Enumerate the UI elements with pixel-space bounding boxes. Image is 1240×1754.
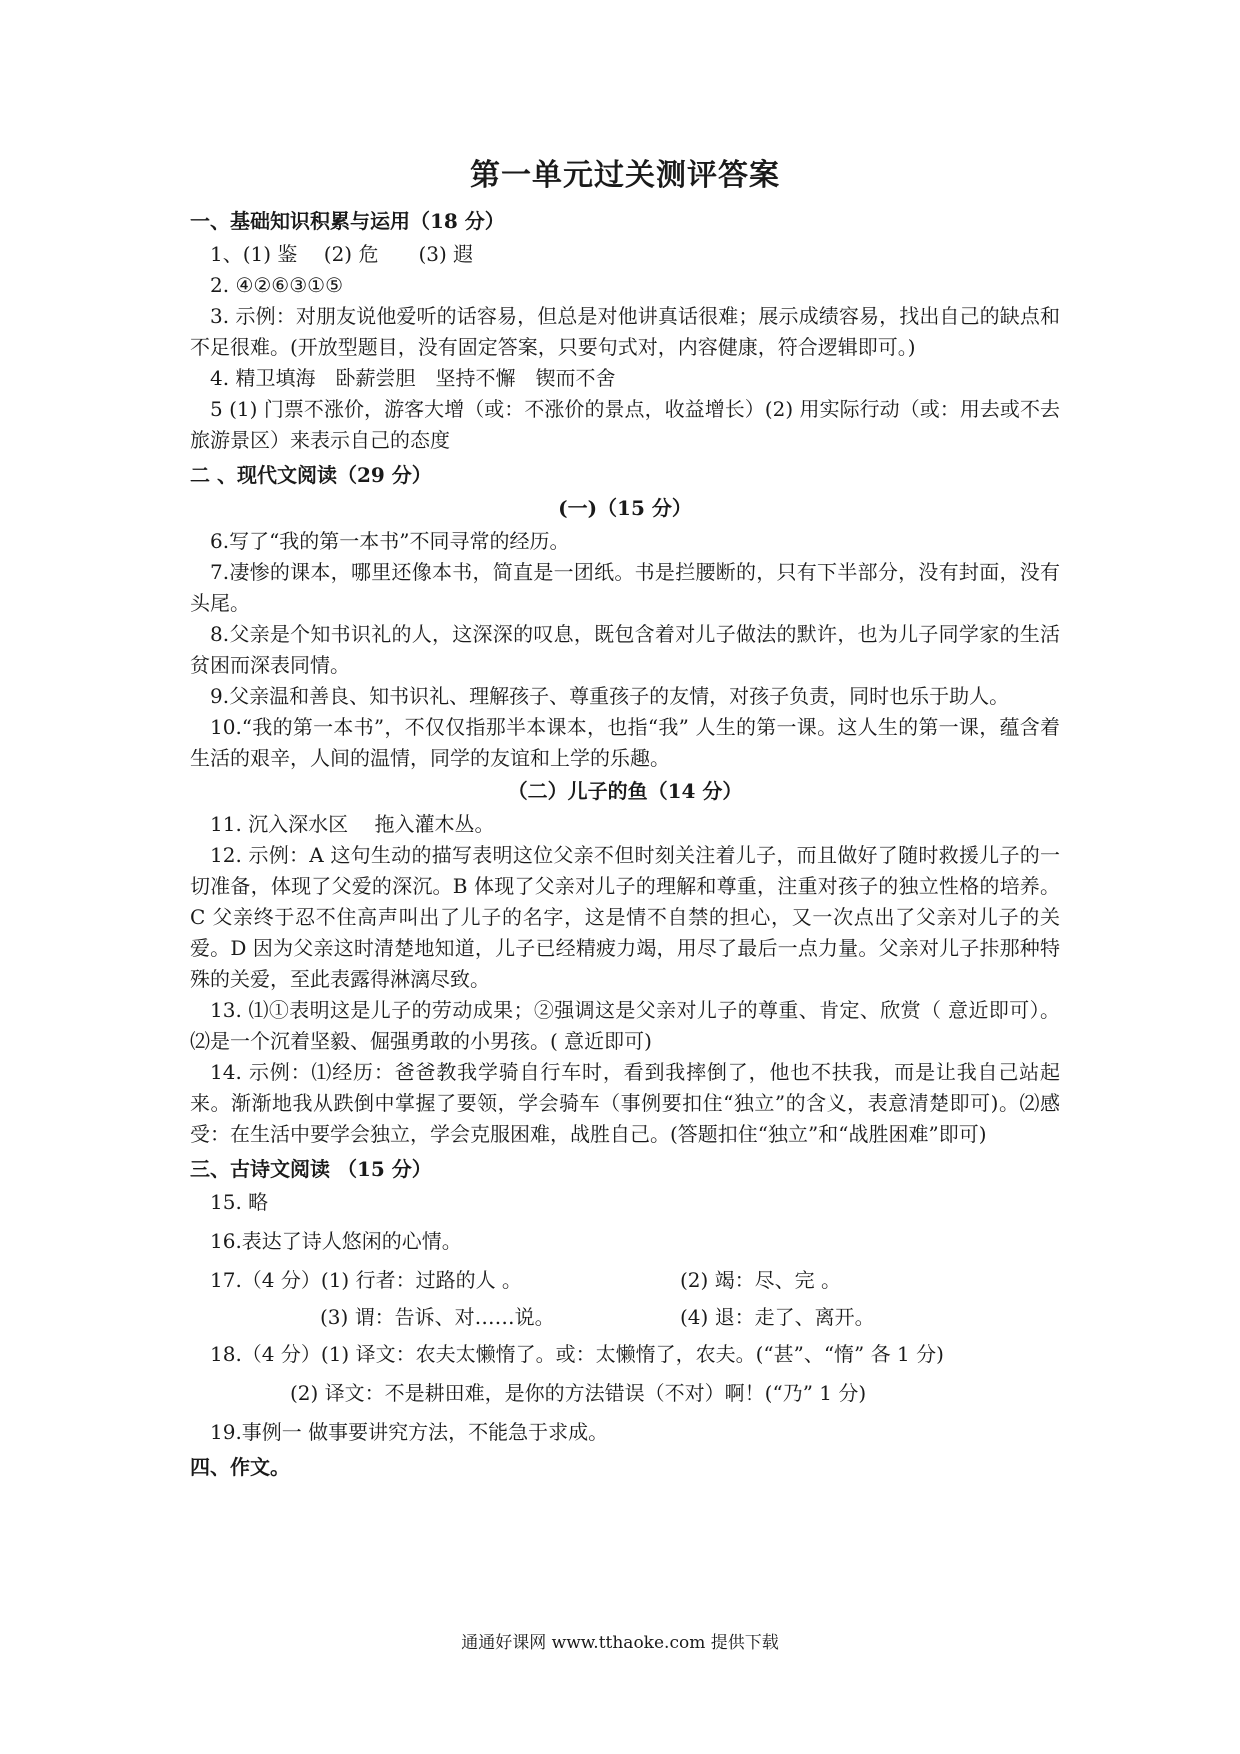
section-1-heading: 一、基础知识积累与运用（18 分） [190, 209, 505, 233]
answer-12: 12. 示例：A 这句生动的描写表明这位父亲不但时刻关注着儿子，而且做好了随时救援儿子的一切准备，体现了父爱的深沉。B 体现了父亲对儿子的理解和尊重，注重对孩子的独立性格的培养。C 父亲终于忍不住高声叫出了儿子的名字，这是情不自禁的担心，又一次点出了父亲对儿子的关爱。D 因为父亲这时清楚地知道，儿子已经精疲力竭，用尽了最后一点力量。父亲对儿子拤那种特殊的关爱，至此表露得淋漓尽致。 [190, 843, 1060, 991]
answer-15: 15. 略 [210, 1190, 269, 1214]
answer-17-row-1 [190, 1265, 1060, 1296]
answer-17-2: (2) 竭：尽、完 。 [680, 1268, 842, 1292]
answer-4: 4. 精卫填海 卧薪尝胆 坚持不懈 锲而不舍 [210, 366, 616, 390]
answer-17-1: 17.（4 分）(1) 行者：过路的人 。 [210, 1268, 522, 1292]
answer-6: 6.写了“我的第一本书”不同寻常的经历。 [210, 529, 570, 553]
answer-13: 13. ⑴①表明这是儿子的劳动成果；②强调这是父亲对儿子的尊重、肯定、欣赏（ 意近即可）。⑵是一个沉着坚毅、倔强勇敢的小男孩。( 意近即可) [190, 998, 1060, 1053]
answer-14: 14. 示例：⑴经历：爸爸教我学骑自行车时，看到我摔倒了，他也不扶我，而是让我自己站起来。渐渐地我从跌倒中掌握了要领，学会骑车（事例要扣住“独立”的含义，表意清楚即可)。⑵感受：在生活中要学会独立，学会克服困难，战胜自己。(答题扣住“独立”和“战胜困难”即可) [190, 1060, 1060, 1146]
answer-2: 2. ④②⑥③①⑤ [210, 273, 344, 297]
answer-11: 11. 沉入深水区 拖入灌木丛。 [210, 812, 495, 836]
section-2-part-2-heading: （二）儿子的鱼（14 分） [507, 779, 743, 803]
answer-17-row-2 [190, 1302, 1060, 1333]
section-2-heading: 二 、现代文阅读（29 分） [190, 463, 432, 487]
answer-10: 10.“我的第一本书”，不仅仅指那半本课本，也指“我” 人生的第一课。这人生的第一课，蕴含着生活的艰辛，人间的温情，同学的友谊和上学的乐趣。 [190, 715, 1060, 770]
answer-18-2: (2) 译文：不是耕田难，是你的方法错误（不对）啊！(“乃” 1 分) [290, 1381, 867, 1405]
answer-3: 3. 示例：对朋友说他爱听的话容易，但总是对他讲真话很难；展示成绩容易，找出自己的缺点和不足很难。(开放型题目，没有固定答案，只要句式对，内容健康，符合逻辑即可。) [190, 304, 1060, 359]
answer-8: 8.父亲是个知书识礼的人，这深深的叹息，既包含着对儿子做法的默许，也为儿子同学家的生活贫困而深表同情。 [190, 622, 1060, 677]
section-2-part-1-heading: (一)（15 分） [558, 496, 692, 520]
page-title: 第一单元过关测评答案 [470, 158, 780, 193]
answer-19: 19.事例一 做事要讲究方法，不能急于求成。 [210, 1420, 609, 1444]
answer-17-3: (3) 谓：告诉、对……说。 [320, 1305, 555, 1329]
section-3-heading: 三、古诗文阅读 （15 分） [190, 1157, 432, 1181]
answer-16: 16.表达了诗人悠闲的心情。 [210, 1229, 462, 1253]
answer-9: 9.父亲温和善良、知书识礼、理解孩子、尊重孩子的友情，对孩子负责，同时也乐于助人。 [210, 684, 1010, 708]
answer-7: 7.凄惨的课本，哪里还像本书，简直是一团纸。书是拦腰断的，只有下半部分，没有封面，没有头尾。 [190, 560, 1060, 615]
answer-18-1: 18.（4 分）(1) 译文：农夫太懒惰了。或：太懒惰了，农夫。(“甚”、“惰” 各 1 分) [210, 1342, 944, 1366]
answer-sheet [190, 150, 1060, 1485]
section-4-heading: 四、作文。 [190, 1455, 290, 1479]
answer-17-4: (4) 退：走了、离开。 [680, 1305, 875, 1329]
answer-5: 5 (1) 门票不涨价，游客大增（或：不涨价的景点，收益增长）(2) 用实际行动（或：用去或不去旅游景区）来表示自己的态度 [190, 397, 1060, 452]
answer-1: 1、(1) 鉴 (2) 危 (3) 遐 [210, 242, 474, 266]
page-footer: 通通好课网 www.tthaoke.com 提供下载 [461, 1633, 779, 1653]
